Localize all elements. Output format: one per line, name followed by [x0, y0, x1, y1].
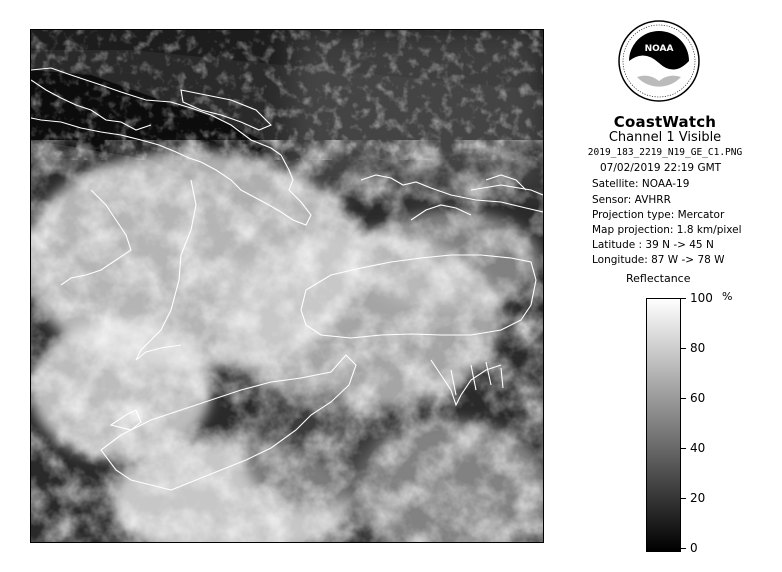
map-projection-label: Map projection: 1.8 km/pixel: [592, 224, 742, 236]
colorbar-tick-label: 100: [690, 291, 713, 305]
logo-wordmark: NOAA: [644, 44, 674, 54]
latitude-label: Latitude : 39 N -> 45 N: [592, 239, 714, 251]
noaa-logo: [617, 19, 701, 103]
colorbar-tick: [680, 298, 686, 299]
colorbar-tick: [680, 548, 686, 549]
colorbar-tick-label: 40: [690, 441, 706, 455]
satellite-image: [30, 29, 544, 543]
filename-label: 2019_183_2219_N19_GE_C1.PNG: [587, 147, 743, 158]
colorbar-tick: [680, 398, 686, 399]
reflectance-colorbar: [646, 298, 681, 552]
colorbar-tick-label: 20: [690, 491, 706, 505]
colorbar-tick: [680, 348, 686, 349]
satellite-label: Satellite: NOAA-19: [592, 178, 690, 190]
longitude-label: Longitude: 87 W -> 78 W: [592, 254, 725, 266]
cloud-speckle: [31, 30, 543, 160]
colorbar-title: Reflectance: [626, 272, 691, 285]
datetime-label: 07/02/2019 22:19 GMT: [600, 162, 722, 174]
sensor-label: Sensor: AVHRR: [592, 194, 671, 206]
projection-type-label: Projection type: Mercator: [592, 209, 725, 221]
colorbar-tick-label: 80: [690, 341, 706, 355]
channel-label: Channel 1 Visible: [608, 130, 722, 145]
colorbar-tick: [680, 448, 686, 449]
colorbar-unit: %: [722, 290, 733, 303]
colorbar-tick: [680, 498, 686, 499]
satellite-map: [31, 30, 543, 542]
brand-title: CoastWatch: [613, 113, 717, 131]
colorbar-tick-label: 60: [690, 391, 706, 405]
colorbar-tick-label: 0: [690, 541, 698, 555]
cloud-texture: [31, 140, 543, 542]
